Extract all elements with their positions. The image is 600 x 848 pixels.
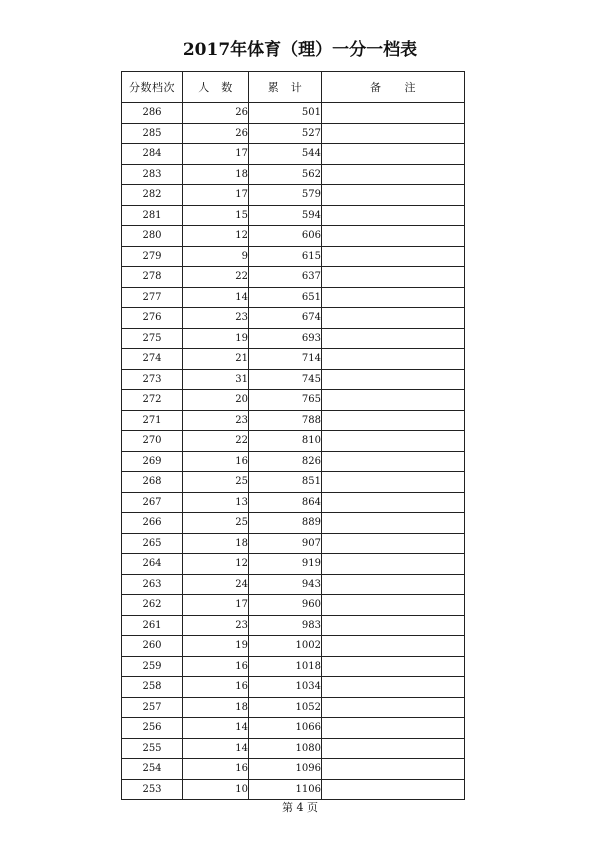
table-row — [122, 369, 465, 390]
note-cell — [322, 185, 465, 206]
count-cell: 19 — [183, 328, 249, 349]
table-row — [122, 308, 465, 329]
count-cell: 23 — [183, 308, 249, 329]
score-cell: 277 — [122, 287, 183, 308]
table-row — [122, 431, 465, 452]
table-row — [122, 738, 465, 759]
cum-cell: 579 — [249, 185, 322, 206]
score-cell: 260 — [122, 636, 183, 657]
note-cell — [322, 615, 465, 636]
count-cell: 15 — [183, 205, 249, 226]
cum-cell: 864 — [249, 492, 322, 513]
count-cell: 13 — [183, 492, 249, 513]
count-cell: 18 — [183, 697, 249, 718]
cum-cell: 637 — [249, 267, 322, 288]
note-cell — [322, 697, 465, 718]
score-cell: 262 — [122, 595, 183, 616]
table-row — [122, 164, 465, 185]
note-cell — [322, 144, 465, 165]
count-cell: 22 — [183, 267, 249, 288]
count-cell: 10 — [183, 779, 249, 800]
cum-cell: 1018 — [249, 656, 322, 677]
note-cell — [322, 595, 465, 616]
count-cell: 17 — [183, 144, 249, 165]
note-cell — [322, 451, 465, 472]
cum-cell: 907 — [249, 533, 322, 554]
score-cell: 275 — [122, 328, 183, 349]
note-cell — [322, 656, 465, 677]
cum-cell: 1106 — [249, 779, 322, 800]
table-body — [122, 103, 465, 800]
note-cell — [322, 103, 465, 124]
cum-cell: 788 — [249, 410, 322, 431]
cum-cell: 674 — [249, 308, 322, 329]
count-cell: 18 — [183, 164, 249, 185]
score-cell: 257 — [122, 697, 183, 718]
note-cell — [322, 205, 465, 226]
count-cell: 17 — [183, 595, 249, 616]
note-cell — [322, 574, 465, 595]
cum-cell: 765 — [249, 390, 322, 411]
count-cell: 9 — [183, 246, 249, 267]
note-cell — [322, 390, 465, 411]
note-cell — [322, 718, 465, 739]
score-cell: 268 — [122, 472, 183, 493]
count-cell: 19 — [183, 636, 249, 657]
count-cell: 12 — [183, 554, 249, 575]
cum-cell: 943 — [249, 574, 322, 595]
cum-cell: 562 — [249, 164, 322, 185]
count-cell: 16 — [183, 451, 249, 472]
score-cell: 254 — [122, 759, 183, 780]
count-cell: 23 — [183, 410, 249, 431]
cum-cell: 919 — [249, 554, 322, 575]
count-cell: 14 — [183, 738, 249, 759]
note-cell — [322, 410, 465, 431]
table-row — [122, 615, 465, 636]
note-cell — [322, 328, 465, 349]
note-cell — [322, 554, 465, 575]
table-row — [122, 287, 465, 308]
count-cell: 26 — [183, 103, 249, 124]
table-row — [122, 226, 465, 247]
cum-cell: 1002 — [249, 636, 322, 657]
score-cell: 259 — [122, 656, 183, 677]
cum-cell: 594 — [249, 205, 322, 226]
note-cell — [322, 308, 465, 329]
count-cell: 24 — [183, 574, 249, 595]
cum-cell: 1066 — [249, 718, 322, 739]
table-row — [122, 656, 465, 677]
note-cell — [322, 779, 465, 800]
header-count: 人 数 — [183, 72, 249, 103]
score-cell: 253 — [122, 779, 183, 800]
count-cell: 16 — [183, 656, 249, 677]
table-row — [122, 697, 465, 718]
note-cell — [322, 349, 465, 370]
cum-cell: 1034 — [249, 677, 322, 698]
header-score: 分数档次 — [122, 72, 183, 103]
score-cell: 265 — [122, 533, 183, 554]
note-cell — [322, 226, 465, 247]
count-cell: 14 — [183, 287, 249, 308]
note-cell — [322, 513, 465, 534]
cum-cell: 544 — [249, 144, 322, 165]
page-title: 2017年体育（理）一分一档表 — [182, 40, 418, 60]
table-row — [122, 472, 465, 493]
cum-cell: 1052 — [249, 697, 322, 718]
cum-cell: 745 — [249, 369, 322, 390]
score-cell: 264 — [122, 554, 183, 575]
cum-cell: 960 — [249, 595, 322, 616]
note-cell — [322, 287, 465, 308]
count-cell: 22 — [183, 431, 249, 452]
score-cell: 280 — [122, 226, 183, 247]
table-row — [122, 636, 465, 657]
count-cell: 23 — [183, 615, 249, 636]
score-cell: 267 — [122, 492, 183, 513]
table-row — [122, 513, 465, 534]
cum-cell: 527 — [249, 123, 322, 144]
table-row — [122, 492, 465, 513]
cum-cell: 651 — [249, 287, 322, 308]
table-row — [122, 328, 465, 349]
table-row — [122, 103, 465, 124]
header-row — [122, 72, 465, 103]
count-cell: 16 — [183, 759, 249, 780]
score-cell: 256 — [122, 718, 183, 739]
note-cell — [322, 123, 465, 144]
note-cell — [322, 431, 465, 452]
table-row — [122, 595, 465, 616]
cum-cell: 1080 — [249, 738, 322, 759]
table-row — [122, 246, 465, 267]
table-row — [122, 574, 465, 595]
score-cell: 281 — [122, 205, 183, 226]
cum-cell: 851 — [249, 472, 322, 493]
score-table — [121, 71, 465, 800]
header-cumulative: 累 计 — [249, 72, 322, 103]
table-row — [122, 554, 465, 575]
score-cell: 273 — [122, 369, 183, 390]
count-cell: 25 — [183, 513, 249, 534]
score-cell: 285 — [122, 123, 183, 144]
table-row — [122, 759, 465, 780]
cum-cell: 606 — [249, 226, 322, 247]
table-row — [122, 410, 465, 431]
note-cell — [322, 267, 465, 288]
score-cell: 279 — [122, 246, 183, 267]
count-cell: 17 — [183, 185, 249, 206]
note-cell — [322, 636, 465, 657]
table-row — [122, 267, 465, 288]
score-cell: 274 — [122, 349, 183, 370]
cum-cell: 810 — [249, 431, 322, 452]
table-row — [122, 205, 465, 226]
score-cell: 278 — [122, 267, 183, 288]
table-row — [122, 533, 465, 554]
count-cell: 20 — [183, 390, 249, 411]
score-cell: 283 — [122, 164, 183, 185]
score-cell: 271 — [122, 410, 183, 431]
score-cell: 255 — [122, 738, 183, 759]
note-cell — [322, 759, 465, 780]
table-header — [122, 72, 465, 103]
score-cell: 272 — [122, 390, 183, 411]
cum-cell: 826 — [249, 451, 322, 472]
score-cell: 261 — [122, 615, 183, 636]
note-cell — [322, 738, 465, 759]
score-cell: 258 — [122, 677, 183, 698]
cum-cell: 501 — [249, 103, 322, 124]
note-cell — [322, 369, 465, 390]
score-cell: 266 — [122, 513, 183, 534]
note-cell — [322, 164, 465, 185]
table-row — [122, 349, 465, 370]
count-cell: 25 — [183, 472, 249, 493]
score-cell: 286 — [122, 103, 183, 124]
note-cell — [322, 472, 465, 493]
cum-cell: 1096 — [249, 759, 322, 780]
table-row — [122, 144, 465, 165]
cum-cell: 615 — [249, 246, 322, 267]
score-cell: 284 — [122, 144, 183, 165]
note-cell — [322, 492, 465, 513]
table-row — [122, 779, 465, 800]
note-cell — [322, 677, 465, 698]
count-cell: 14 — [183, 718, 249, 739]
cum-cell: 714 — [249, 349, 322, 370]
score-cell: 282 — [122, 185, 183, 206]
count-cell: 12 — [183, 226, 249, 247]
count-cell: 31 — [183, 369, 249, 390]
cum-cell: 889 — [249, 513, 322, 534]
score-cell: 270 — [122, 431, 183, 452]
cum-cell: 693 — [249, 328, 322, 349]
cum-cell: 983 — [249, 615, 322, 636]
count-cell: 16 — [183, 677, 249, 698]
table-row — [122, 451, 465, 472]
table-row — [122, 390, 465, 411]
table-row — [122, 677, 465, 698]
note-cell — [322, 246, 465, 267]
count-cell: 26 — [183, 123, 249, 144]
score-cell: 263 — [122, 574, 183, 595]
table-row — [122, 718, 465, 739]
score-cell: 276 — [122, 308, 183, 329]
table-row — [122, 185, 465, 206]
count-cell: 21 — [183, 349, 249, 370]
note-cell — [322, 533, 465, 554]
score-cell: 269 — [122, 451, 183, 472]
header-note: 备 注 — [322, 72, 465, 103]
page-number: 第 4 页 — [282, 801, 318, 814]
table-row — [122, 123, 465, 144]
count-cell: 18 — [183, 533, 249, 554]
